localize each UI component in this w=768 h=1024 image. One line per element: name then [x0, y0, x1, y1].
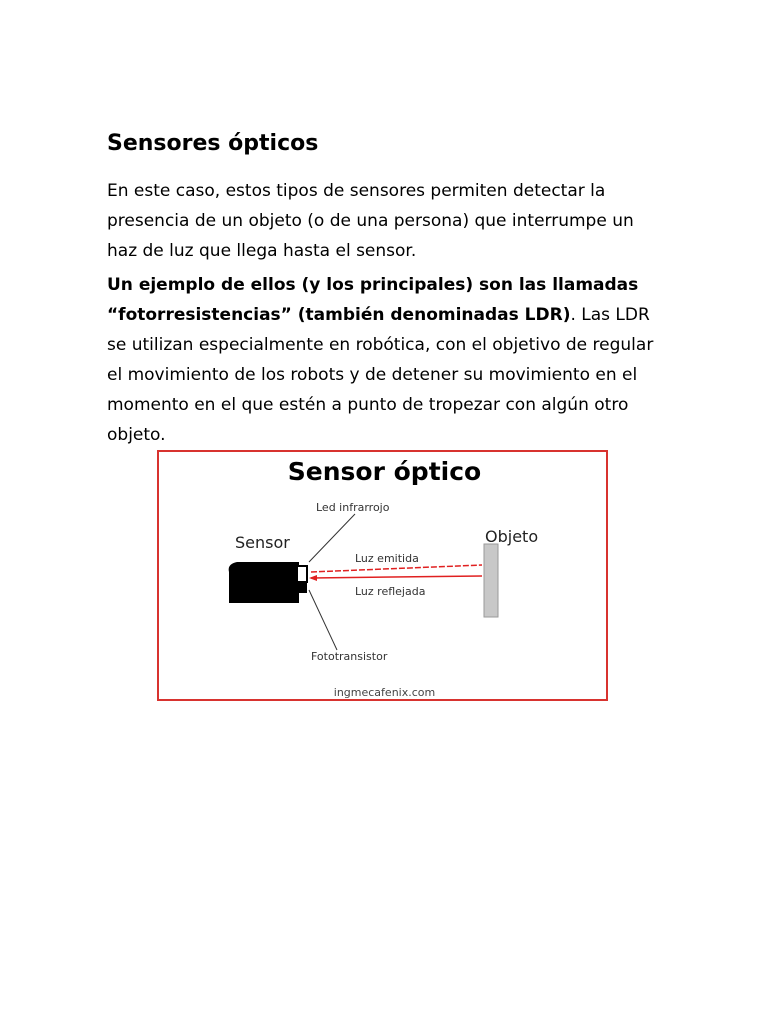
phototransistor-leader-line: [309, 590, 337, 650]
figure-source: ingmecafenix.com: [333, 686, 436, 699]
paragraph-bold-line: Un ejemplo de ellos (y los principales) son las llamadas: [107, 275, 639, 295]
object-label: Objeto: [485, 527, 539, 546]
led-label: Led infrarrojo: [316, 501, 390, 514]
paragraph-mixed-line: [107, 300, 667, 330]
led-emitter: [297, 566, 307, 582]
paragraph-line: En este caso, estos tipos de sensores permiten detectar la: [107, 181, 606, 201]
object-block: [484, 544, 498, 617]
reflected-arrowhead: [309, 575, 317, 581]
sensor-body: [229, 562, 299, 603]
paragraph-text: . Las LDR: [570, 305, 650, 325]
reflected-light-label: Luz reflejada: [355, 585, 426, 598]
reflected-light-beam: [311, 576, 482, 578]
paragraph-line: objeto.: [107, 425, 166, 445]
sensor-diagram-graphic: [159, 452, 608, 701]
paragraph-line: se utilizan especialmente en robótica, con el objetivo de regular: [107, 335, 654, 355]
paragraph-line: el movimiento de los robots y de detener su movimiento en el: [107, 365, 638, 385]
emitted-light-label: Luz emitida: [355, 552, 419, 565]
paragraph-line: haz de luz que llega hasta el sensor.: [107, 241, 417, 261]
phototransistor: [299, 583, 307, 593]
sensor-diagram-figure: [157, 450, 608, 701]
paragraph-bold-text: “fotorresistencias” (también denominadas LDR): [107, 305, 571, 325]
intro-paragraph: [107, 176, 667, 266]
figure-title: Sensor óptico: [287, 457, 482, 486]
paragraph-line: presencia de un objeto (o de una persona) que interrumpe un: [107, 211, 634, 231]
led-leader-line: [309, 514, 355, 562]
phototransistor-label: Fototransistor: [311, 650, 388, 663]
paragraph-line: momento en el que estén a punto de tropezar con algún otro: [107, 395, 629, 415]
emitted-light-beam: [311, 565, 482, 572]
ldr-paragraph: [107, 270, 667, 450]
page-title: Sensores ópticos: [107, 131, 319, 156]
sensor-label: Sensor: [235, 533, 290, 552]
